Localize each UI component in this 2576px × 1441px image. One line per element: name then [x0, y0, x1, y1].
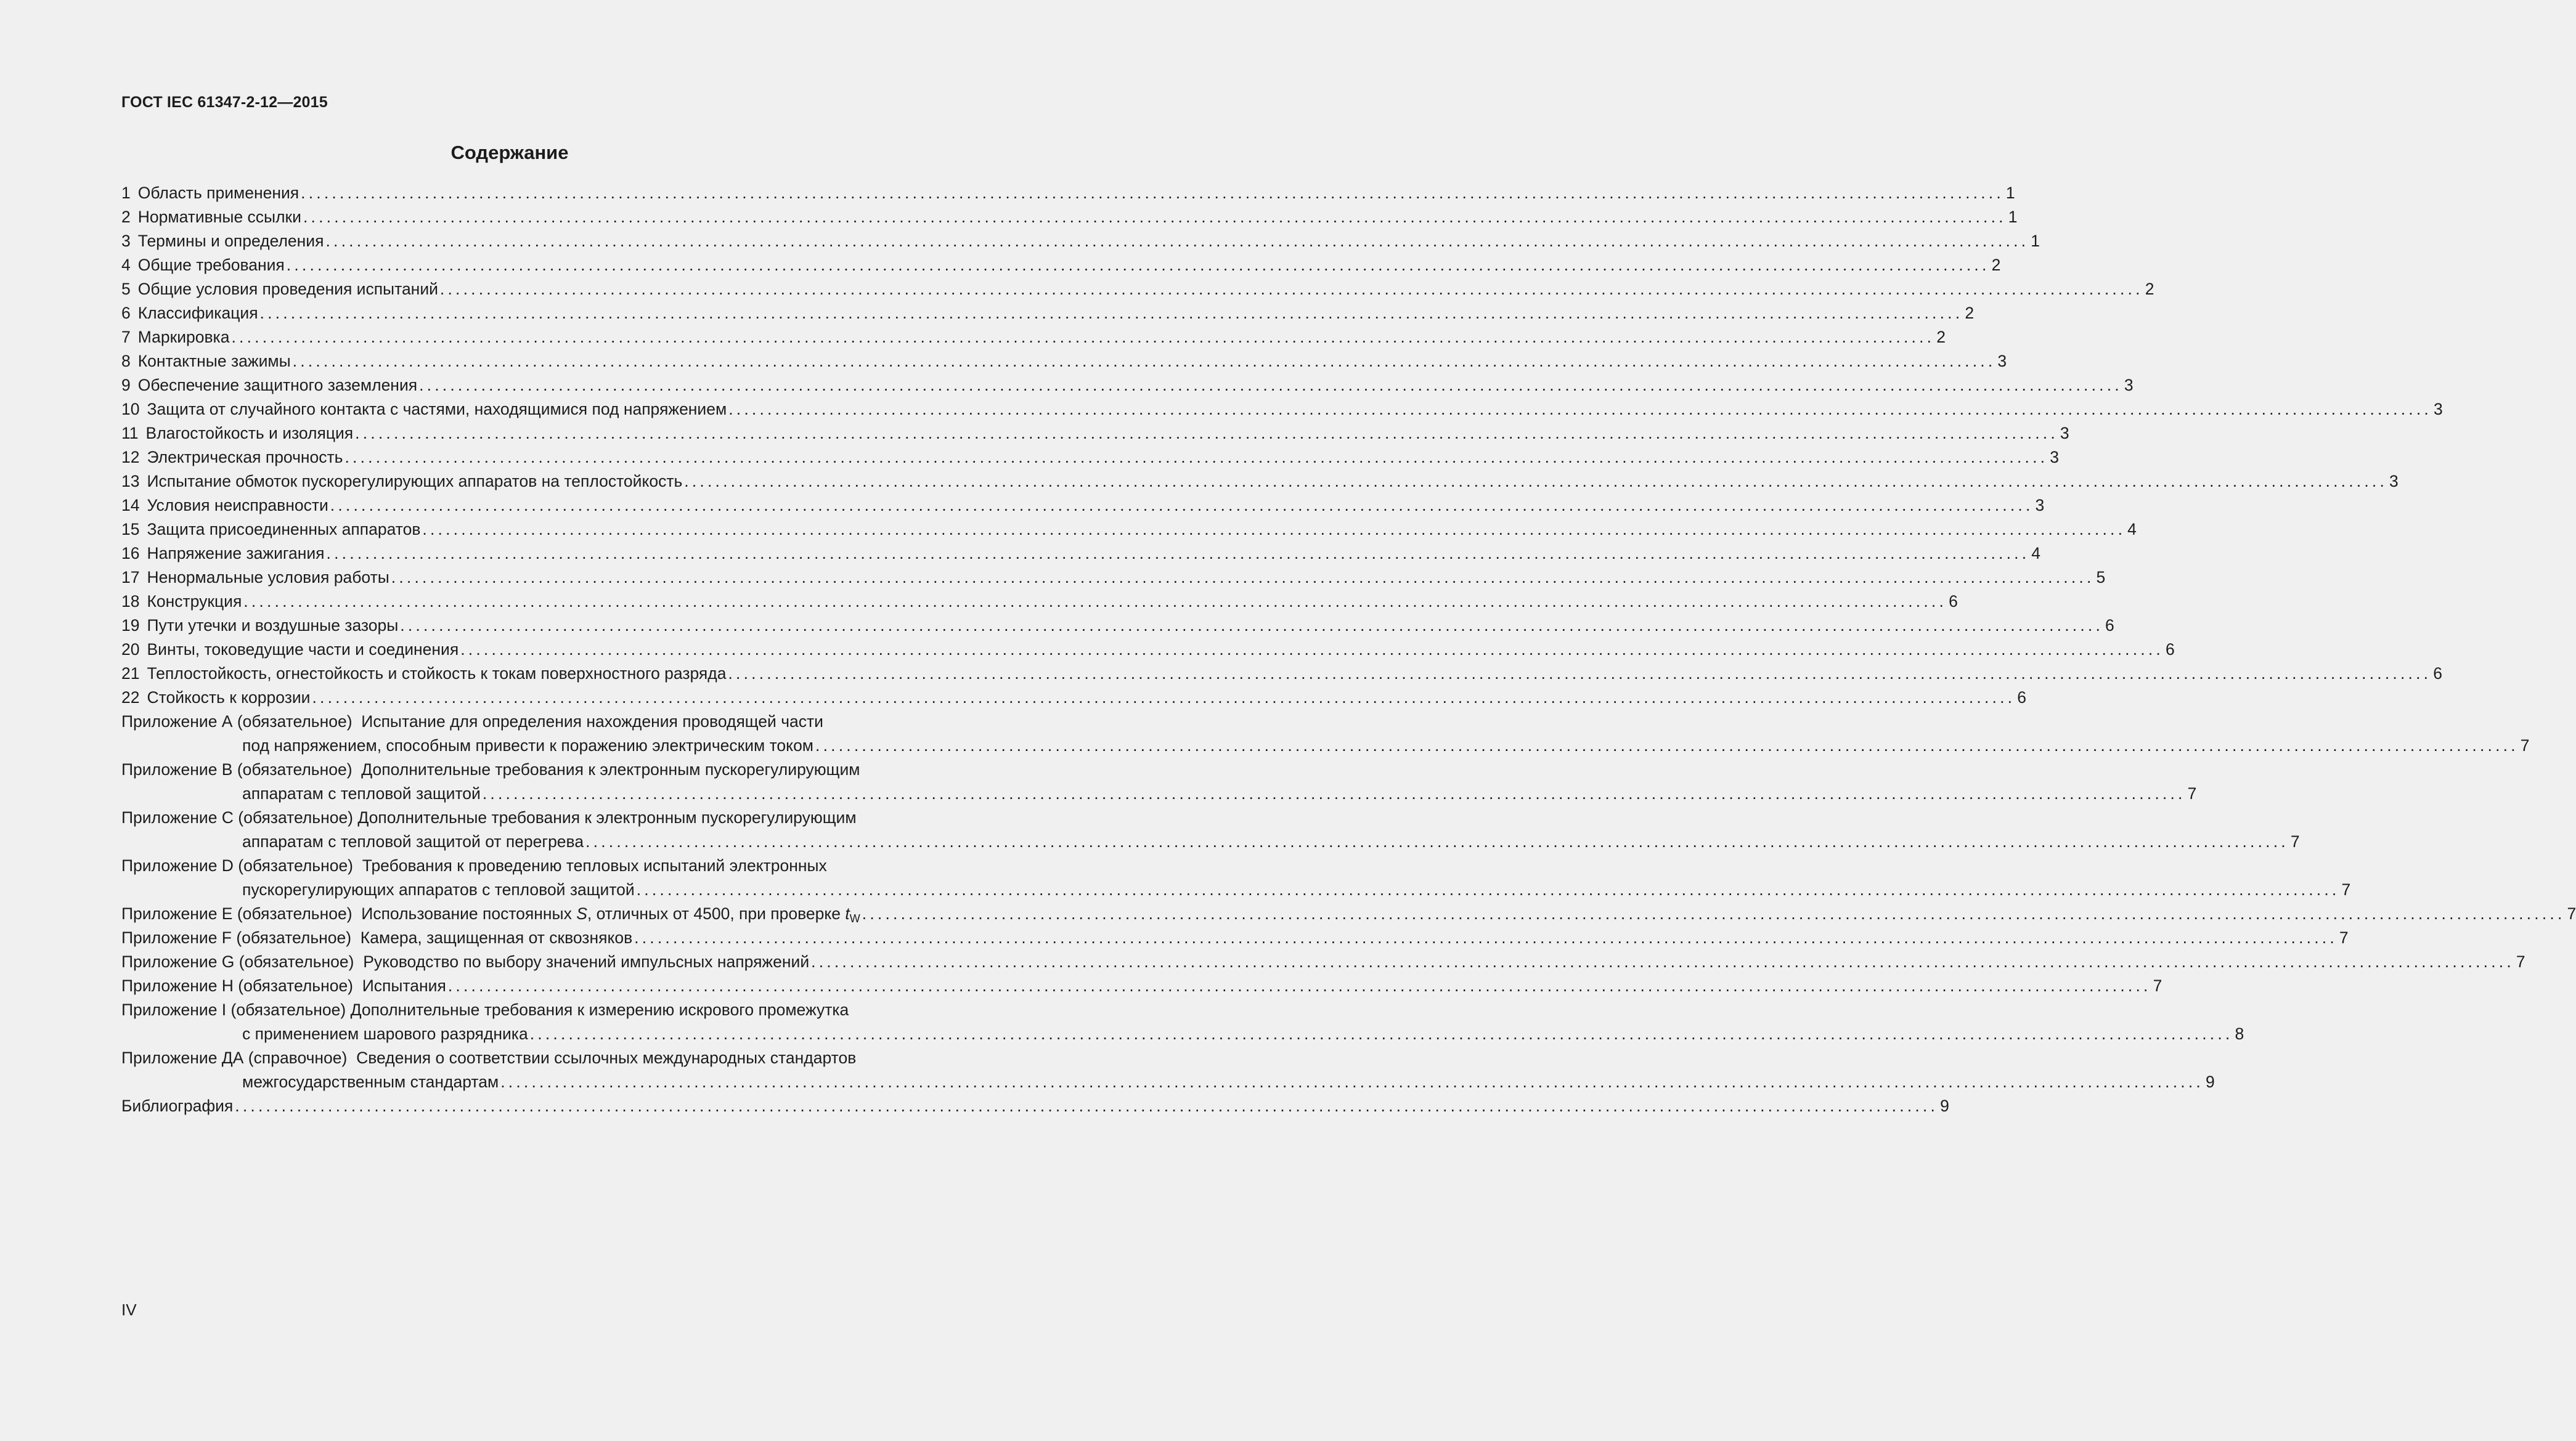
- toc-entry-page: 2: [1936, 328, 1946, 346]
- toc-entry[interactable]: [121, 253, 2001, 277]
- dot-leader: ............................................................................................................................................................................................................................: [400, 616, 2104, 635]
- dot-leader: ............................................................................................................................................................................................................................: [634, 928, 2338, 947]
- toc-entry-number: 11: [121, 424, 139, 442]
- toc-annex-d-prefix: Приложение D (обязательное): [121, 856, 354, 875]
- toc-entry[interactable]: [121, 638, 2175, 662]
- toc-annex-h-title: Испытания: [362, 976, 446, 995]
- toc-entry-page: 3: [2060, 424, 2069, 442]
- dot-leader: ............................................................................................................................................................................................................................: [422, 520, 2126, 538]
- toc-entry[interactable]: [121, 590, 1958, 614]
- toc-annex-d-title-cont: пускорегулирующих аппаратов с тепловой защитой: [242, 880, 635, 899]
- toc-entry-page: 1: [2031, 232, 2040, 250]
- toc-entry[interactable]: [121, 469, 2399, 493]
- toc-entry-title: Маркировка: [137, 328, 230, 346]
- toc-entry[interactable]: [121, 445, 2059, 469]
- toc-entry-number: 17: [121, 568, 140, 587]
- toc-annex-b-line2[interactable]: [121, 782, 2197, 806]
- toc-annex-a-title-cont: под напряжением, способным привести к поражению электрическим током: [242, 736, 814, 755]
- dot-leader: ............................................................................................................................................................................................................................: [500, 1073, 2204, 1091]
- toc-annex-h[interactable]: [121, 974, 2162, 998]
- toc-entry[interactable]: [121, 542, 2041, 566]
- toc-entry-page: 4: [2031, 544, 2041, 562]
- toc-sections: [121, 181, 2443, 710]
- dot-leader: ............................................................................................................................................................................................................................: [585, 832, 2289, 851]
- toc-entry-page: 3: [2035, 496, 2045, 514]
- dot-leader: ............................................................................................................................................................................................................................: [355, 424, 2058, 442]
- toc-entry-title: Обеспечение защитного заземления: [137, 376, 418, 394]
- toc-entry-number: 2: [121, 208, 131, 226]
- toc-annex-c-line2[interactable]: [121, 830, 2300, 854]
- toc-entry-title: Конструкция: [147, 592, 242, 611]
- toc-entry-page: 6: [2165, 640, 2175, 659]
- page-number: IV: [121, 1301, 137, 1319]
- toc-entry[interactable]: [121, 493, 2045, 518]
- dot-leader: ............................................................................................................................................................................................................................: [330, 496, 2034, 514]
- dot-leader: ............................................................................................................................................................................................................................: [344, 448, 2048, 466]
- toc-entry-title: Классификация: [137, 304, 258, 322]
- dot-leader: ............................................................................................................................................................................................................................: [292, 352, 1996, 370]
- dot-leader: ............................................................................................................................................................................................................................: [636, 880, 2340, 899]
- toc-annex-e-page: 7: [2567, 904, 2576, 923]
- dot-leader: ............................................................................................................................................................................................................................: [243, 592, 1947, 611]
- page-title: Содержание: [450, 142, 569, 163]
- toc-annex-f-title: Камера, защищенная от сквозняков: [360, 928, 633, 947]
- toc-entry-page: 6: [1949, 592, 1958, 611]
- toc-annex-i-line1[interactable]: [121, 998, 947, 1022]
- toc-entry[interactable]: [121, 277, 2154, 301]
- dot-leader: ............................................................................................................................................................................................................................: [235, 1097, 1939, 1115]
- toc-annex-i-title: Дополнительные требования к измерению искрового промежутка: [350, 1001, 849, 1019]
- toc-entry-number: 5: [121, 280, 131, 298]
- toc-annex-b-page: 7: [2187, 784, 2197, 803]
- toc-entry-title: Область применения: [137, 184, 300, 202]
- toc-entry-number: 15: [121, 520, 140, 538]
- toc-annex-d-line1[interactable]: [121, 854, 947, 878]
- dot-leader: ............................................................................................................................................................................................................................: [286, 256, 1990, 274]
- toc-entry-page: 3: [1997, 352, 2007, 370]
- toc-entry[interactable]: [121, 662, 2442, 686]
- toc-entry-page: 3: [2433, 400, 2443, 418]
- toc-annex-e-text-before: Использование постоянных: [361, 904, 572, 923]
- table-of-contents: [121, 181, 2576, 1118]
- toc-annex-a-title: Испытание для определения нахождения проводящей части: [361, 712, 823, 731]
- toc-annex-b-title-cont: аппаратам с тепловой защитой: [242, 784, 481, 803]
- toc-entry-number: 4: [121, 256, 131, 274]
- toc-entry-number: 10: [121, 400, 140, 418]
- dot-leader: ............................................................................................................................................................................................................................: [728, 400, 2432, 418]
- toc-entry-title: Винты, токоведущие части и соединения: [147, 640, 459, 659]
- dot-leader: ............................................................................................................................................................................................................................: [862, 904, 2566, 923]
- toc-entry-number: 18: [121, 592, 140, 611]
- toc-entry[interactable]: [121, 205, 2018, 229]
- dot-leader: ............................................................................................................................................................................................................................: [439, 280, 2143, 298]
- toc-entry-number: 8: [121, 352, 131, 370]
- toc-entry-title: Термины и определения: [137, 232, 324, 250]
- toc-annex-c-prefix: Приложение С (обязательное): [121, 808, 354, 827]
- toc-annex-d-title: Требования к проведению тепловых испытаний электронных: [362, 856, 827, 875]
- toc-entry-number: 9: [121, 376, 131, 394]
- toc-annex-i-page: 8: [2235, 1025, 2244, 1043]
- toc-entry[interactable]: [121, 301, 1975, 325]
- toc-entry-number: 3: [121, 232, 131, 250]
- dot-leader: ............................................................................................................................................................................................................................: [529, 1025, 2233, 1043]
- toc-entry-page: 2: [1991, 256, 2001, 274]
- toc-annex-da-line1[interactable]: [121, 1046, 947, 1070]
- toc-entry-number: 16: [121, 544, 140, 562]
- toc-annex-f-page: 7: [2339, 928, 2349, 947]
- toc-entry[interactable]: [121, 229, 2040, 253]
- toc-entry[interactable]: [121, 397, 2443, 421]
- dot-leader: ............................................................................................................................................................................................................................: [301, 184, 2004, 202]
- toc-entry-title: Общие требования: [137, 256, 285, 274]
- toc-entry-page: 6: [2105, 616, 2114, 635]
- toc-entry-title: Нормативные ссылки: [137, 208, 301, 226]
- variable-t-subscript: W: [849, 912, 860, 925]
- toc-entry-number: 13: [121, 472, 140, 490]
- toc-entry-number: 22: [121, 688, 140, 707]
- toc-entry[interactable]: [121, 421, 2069, 445]
- dot-leader: ............................................................................................................................................................................................................................: [460, 640, 2164, 659]
- toc-entry-title: Электрическая прочность: [147, 448, 343, 466]
- dot-leader: ............................................................................................................................................................................................................................: [312, 688, 2016, 707]
- toc-annex-a-prefix: Приложение А (обязательное): [121, 712, 353, 731]
- toc-entry-page: 3: [2389, 472, 2399, 490]
- dot-leader: ............................................................................................................................................................................................................................: [326, 544, 2030, 562]
- dot-leader: ............................................................................................................................................................................................................................: [325, 232, 2029, 250]
- toc-annex-f-prefix: Приложение F (обязательное): [121, 928, 352, 947]
- toc-entry-title: Общие условия проведения испытаний: [137, 280, 438, 298]
- dot-leader: ............................................................................................................................................................................................................................: [728, 664, 2432, 683]
- toc-entry-title: Напряжение зажигания: [147, 544, 325, 562]
- toc-entry-title: Стойкость к коррозии: [147, 688, 311, 707]
- toc-entry[interactable]: [121, 181, 2015, 205]
- toc-entry-title: Контактные зажимы: [137, 352, 291, 370]
- toc-annex-f[interactable]: [121, 926, 2349, 950]
- toc-annex-g-title: Руководство по выбору значений импульсных напряжений: [363, 952, 810, 971]
- toc-entry[interactable]: [121, 349, 2007, 373]
- dot-leader: ............................................................................................................................................................................................................................: [231, 328, 1935, 346]
- toc-entry-page: 6: [2433, 664, 2442, 683]
- toc-entry[interactable]: [121, 373, 2134, 397]
- toc-entry-page: 5: [2096, 568, 2106, 587]
- dot-leader: ............................................................................................................................................................................................................................: [482, 784, 2186, 803]
- toc-entry-page: 1: [2008, 208, 2018, 226]
- toc-annex-da-title: Сведения о соответствии ссылочных международных стандартов: [356, 1049, 857, 1067]
- toc-entry-title: Защита от случайного контакта с частями, находящимися под напряжением: [147, 400, 727, 418]
- toc-annex-c-title: Дополнительные требования к электронным пускорегулирующим: [357, 808, 857, 827]
- toc-entry-page: 3: [2124, 376, 2134, 394]
- toc-entry-number: 7: [121, 328, 131, 346]
- toc-entry-title: Влагостойкость и изоляция: [145, 424, 354, 442]
- toc-annex-e-title: [361, 902, 860, 926]
- toc-bibliography-title: Библиография: [121, 1097, 234, 1115]
- toc-bibliography-page: 9: [1940, 1097, 1949, 1115]
- toc-annex-e-text-middle: , отличных от 4500, при проверке: [587, 904, 841, 923]
- toc-annex-b-line1[interactable]: [121, 758, 947, 782]
- toc-entry-title: Испытание обмоток пускорегулирующих аппаратов на теплостойкость: [147, 472, 683, 490]
- toc-annex-e[interactable]: [121, 902, 2576, 926]
- toc-entry-number: 12: [121, 448, 140, 466]
- dot-leader: ............................................................................................................................................................................................................................: [447, 976, 2151, 995]
- toc-annex-c-line1[interactable]: [121, 806, 947, 830]
- toc-entry[interactable]: [121, 614, 2114, 638]
- toc-entry-page: 6: [2017, 688, 2026, 707]
- toc-entry[interactable]: [121, 325, 1946, 349]
- toc-entry-page: 2: [1965, 304, 1975, 322]
- toc-entry-number: 14: [121, 496, 140, 514]
- dot-leader: ............................................................................................................................................................................................................................: [303, 208, 2007, 226]
- dot-leader: ............................................................................................................................................................................................................................: [259, 304, 1963, 322]
- toc-entry[interactable]: [121, 518, 2137, 542]
- dot-leader: ............................................................................................................................................................................................................................: [815, 736, 2519, 755]
- toc-annex-a-line1[interactable]: [121, 710, 947, 734]
- toc-entry-page: 1: [2005, 184, 2015, 202]
- toc-annex-b-title: Дополнительные требования к электронным пускорегулирующим: [361, 760, 860, 779]
- toc-annex-da-title-cont: межгосударственным стандартам: [242, 1073, 499, 1091]
- toc-entry-title: Ненормальные условия работы: [147, 568, 389, 587]
- toc-entry-page: 3: [2050, 448, 2059, 466]
- toc-annex-b-prefix: Приложение В (обязательное): [121, 760, 353, 779]
- toc-annex-i-title-cont: с применением шарового разрядника: [242, 1025, 528, 1043]
- toc-annex-g-page: 7: [2516, 952, 2525, 971]
- toc-annex-d-line2[interactable]: [121, 878, 2351, 902]
- toc-annex-i-prefix: Приложение I (обязательное): [121, 1001, 346, 1019]
- dot-leader: ............................................................................................................................................................................................................................: [419, 376, 2122, 394]
- toc-annex-da-page: 9: [2205, 1073, 2215, 1091]
- toc-annex-c-page: 7: [2290, 832, 2300, 851]
- document-code: ГОСТ IEC 61347-2-12—2015: [121, 94, 328, 111]
- toc-annex-i-line2[interactable]: [121, 1022, 2244, 1046]
- toc-entry-number: 19: [121, 616, 140, 635]
- dot-leader: ............................................................................................................................................................................................................................: [684, 472, 2388, 490]
- toc-entry-title: Условия неисправности: [147, 496, 328, 514]
- toc-entry-page: 2: [2145, 280, 2154, 298]
- toc-annex-da-prefix: Приложение ДА (справочное): [121, 1049, 348, 1067]
- toc-annex-e-prefix: Приложение Е (обязательное): [121, 904, 353, 923]
- variable-s: S: [576, 904, 587, 923]
- toc-entry-title: Защита присоединенных аппаратов: [147, 520, 421, 538]
- toc-annex-a-page: 7: [2520, 736, 2530, 755]
- toc-entry-number: 1: [121, 184, 131, 202]
- toc-annex-a-line2[interactable]: [121, 734, 2530, 758]
- toc-annex-da-line2[interactable]: [121, 1070, 2215, 1094]
- toc-annex-d-page: 7: [2341, 880, 2351, 899]
- variable-t: t: [845, 904, 850, 923]
- toc-entry-number: 6: [121, 304, 131, 322]
- toc-entry-title: Пути утечки и воздушные зазоры: [147, 616, 399, 635]
- toc-annex-h-page: 7: [2153, 976, 2162, 995]
- toc-annex-g[interactable]: [121, 950, 2525, 974]
- toc-entry-title: Теплостойкость, огнестойкость и стойкость к токам поверхностного разряда: [147, 664, 727, 683]
- toc-annex-c-title-cont: аппаратам с тепловой защитой от перегрева: [242, 832, 584, 851]
- dot-leader: ............................................................................................................................................................................................................................: [811, 952, 2514, 971]
- toc-entry[interactable]: [121, 686, 2026, 710]
- dot-leader: ............................................................................................................................................................................................................................: [391, 568, 2095, 587]
- toc-entry[interactable]: [121, 566, 2106, 590]
- toc-annex-h-prefix: Приложение Н (обязательное): [121, 976, 354, 995]
- toc-annex-g-prefix: Приложение G (обязательное): [121, 952, 354, 971]
- toc-bibliography[interactable]: [121, 1094, 1949, 1118]
- toc-entry-number: 20: [121, 640, 140, 659]
- toc-entry-number: 21: [121, 664, 140, 683]
- toc-entry-page: 4: [2127, 520, 2137, 538]
